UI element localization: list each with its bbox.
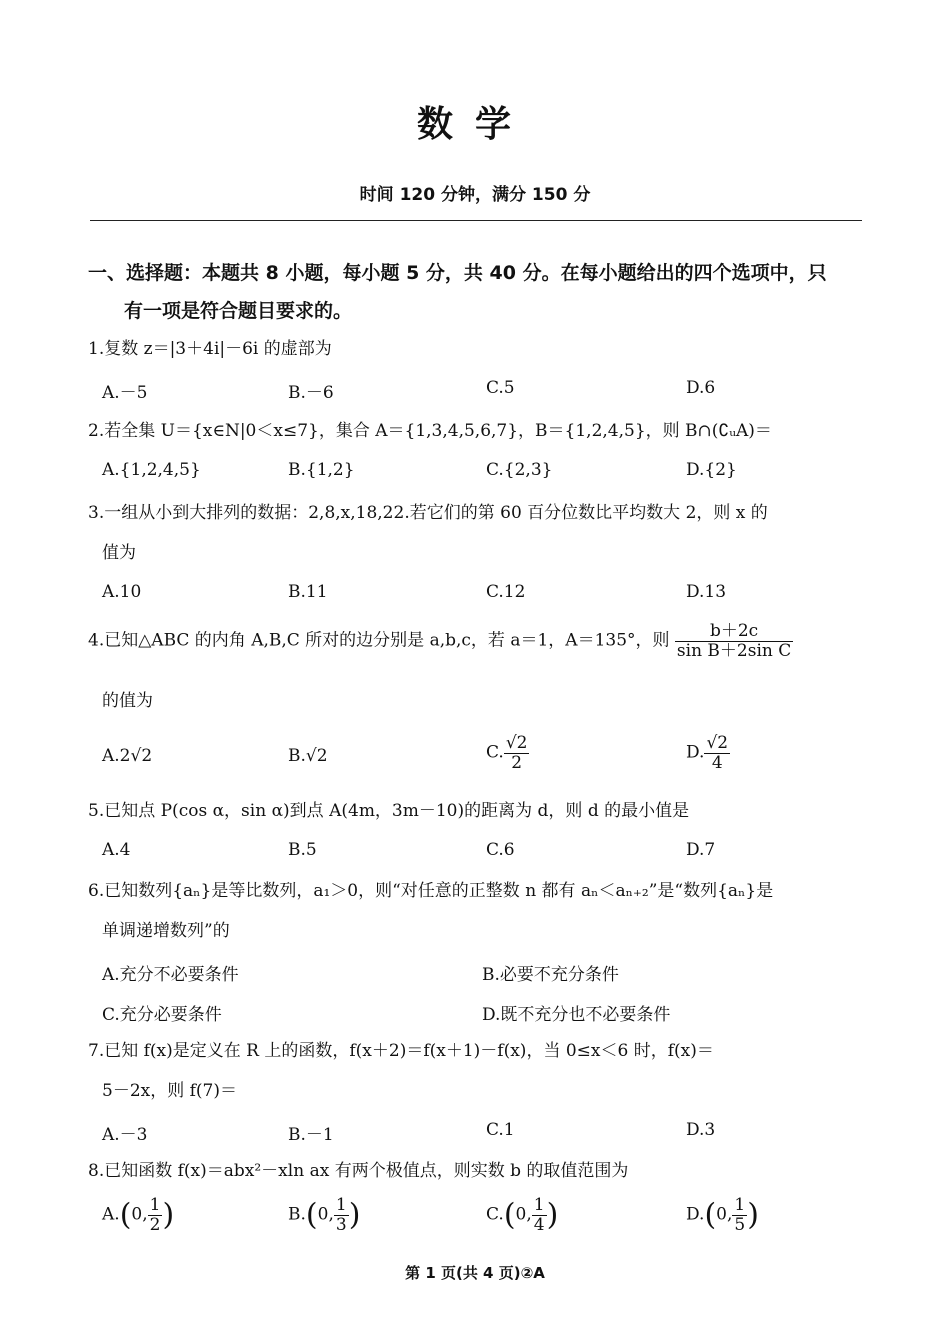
question-3-line2: 值为: [102, 543, 136, 563]
option-a: A.－3: [102, 1125, 148, 1145]
option-c-prefix: C.: [486, 1204, 504, 1225]
option-b: B.√2: [288, 746, 328, 766]
option-b-prefix: B.: [288, 1204, 306, 1225]
question-6-options-row2: [102, 1000, 872, 1030]
option-d-denominator: 4: [711, 752, 723, 773]
option-b: B.－1: [288, 1125, 334, 1145]
question-7-line1: 7.已知 f(x)是定义在 R 上的函数，f(x＋2)＝f(x＋1)－f(x)，当 0≤x＜6 时，f(x)＝: [88, 1041, 714, 1061]
option-b: B.{1,2}: [288, 460, 355, 480]
question-6-options-row1: [102, 960, 872, 990]
option-d: D.(0, $\frac{1}{5}$ ): [686, 1195, 759, 1235]
question-5-stem: 5.已知点 P(cos α，sin α)到点 A(4m，3m－10)的距离为 d，则 d 的最小值是: [88, 801, 690, 821]
page-footer: 第 1 页(共 4 页)②A: [405, 1264, 545, 1282]
option-c: [486, 734, 529, 772]
option-d-denominator: 5: [734, 1214, 746, 1235]
option-d: D.既不充分也不必要条件: [482, 1005, 671, 1025]
option-b: B.(0, $\frac{1}{3}$ ): [288, 1195, 361, 1235]
fraction-numerator: b＋2c: [675, 622, 793, 642]
interval-start: 0,: [515, 1204, 532, 1225]
question-7-options: [102, 1120, 872, 1150]
option-a: A.10: [102, 582, 142, 602]
option-a-denominator: 2: [149, 1214, 161, 1235]
header-divider: [90, 220, 862, 221]
option-d: D.3: [686, 1120, 716, 1140]
question-3-stem: [88, 500, 868, 566]
option-a: A.4: [102, 840, 131, 860]
page-title: 数学: [416, 104, 533, 145]
interval-start: 0,: [317, 1204, 334, 1225]
section-heading-line2: 有一项是符合题目要求的。: [124, 300, 353, 322]
option-b: B.必要不充分条件: [482, 965, 619, 985]
option-d-numerator: √2: [706, 733, 729, 753]
option-a: A.(0, $\frac{1}{2}$ ): [102, 1195, 175, 1235]
option-d-prefix: D.: [686, 1204, 705, 1225]
option-d: D.6: [686, 378, 716, 398]
question-2-options: [102, 460, 872, 490]
option-d: D.{2}: [686, 460, 737, 480]
question-8-stem: 8.已知函数 f(x)＝abx²－xln ax 有两个极值点，则实数 b 的取值范围为: [88, 1161, 629, 1181]
question-8-options: [102, 1196, 872, 1250]
option-c: C.12: [486, 582, 526, 602]
question-3-line1: 3.一组从小到大排列的数据：2,8,x,18,22.若它们的第 60 百分位数比平均数大 2，则 x 的: [88, 503, 768, 523]
question-2-stem: 2.若全集 U＝{x∈N|0＜x≤7}，集合 A＝{1,3,4,5,6,7}，B＝{1,2,4,5}，则 B∩(∁ᵤA)＝: [88, 421, 772, 441]
question-4-line1: 4.已知△ABC 的内角 A,B,C 所对的边分别是 a,b,c，若 a＝1，A＝135°，则: [88, 630, 670, 651]
option-d-numerator: 1: [734, 1195, 746, 1215]
question-7-stem: [88, 1038, 868, 1104]
option-c-prefix: C.: [486, 742, 504, 763]
option-c: C.{2,3}: [486, 460, 553, 480]
option-c: C.(0, $\frac{1}{4}$ ): [486, 1195, 559, 1235]
option-c: C.6: [486, 840, 515, 860]
option-b: B.－6: [288, 383, 334, 403]
option-c-denominator: 4: [533, 1214, 545, 1235]
option-a: A.充分不必要条件: [102, 965, 239, 985]
question-4-stem: [88, 622, 868, 660]
option-c-numerator: 1: [533, 1195, 545, 1215]
option-c-denominator: 2: [511, 752, 523, 773]
question-5-options: [102, 840, 872, 870]
option-d: [686, 734, 730, 772]
question-4-options: [102, 734, 872, 784]
option-b-numerator: 1: [335, 1195, 347, 1215]
option-d: D.7: [686, 840, 716, 860]
option-a: A.{1,2,4,5}: [102, 460, 201, 480]
question-1-options: [102, 378, 872, 408]
option-c: C.1: [486, 1120, 515, 1140]
option-c: C.5: [486, 378, 515, 398]
option-a: A.－5: [102, 383, 148, 403]
option-b: B.11: [288, 582, 328, 602]
question-6-stem: [88, 878, 868, 944]
option-d: D.13: [686, 582, 727, 602]
interval-start: 0,: [716, 1204, 733, 1225]
question-7-line2: 5－2x，则 f(7)＝: [102, 1081, 237, 1101]
exam-info: 时间 120 分钟，满分 150 分: [359, 185, 591, 205]
question-3-options: [102, 582, 872, 612]
question-4-line2: [88, 688, 868, 714]
interval-start: 0,: [131, 1204, 148, 1225]
question-1-stem: 1.复数 z＝|3＋4i|－6i 的虚部为: [88, 339, 332, 359]
question-4-continuation: 的值为: [102, 691, 153, 711]
option-c-numerator: √2: [505, 733, 528, 753]
option-a-prefix: A.: [102, 1204, 120, 1225]
section-heading: [88, 254, 863, 330]
option-a: A.2√2: [102, 746, 153, 766]
question-6-line1: 6.已知数列{aₙ}是等比数列，a₁＞0，则“对任意的正整数 n 都有 aₙ＜aₙ₊₂”是“数列{aₙ}是: [88, 881, 774, 901]
fraction-denominator: sin B＋2sin C: [676, 640, 792, 661]
option-b: B.5: [288, 840, 317, 860]
option-a-numerator: 1: [149, 1195, 161, 1215]
option-b-denominator: 3: [335, 1214, 347, 1235]
section-heading-line1: 一、选择题：本题共 8 小题，每小题 5 分，共 40 分。在每小题给出的四个选项中，只: [88, 262, 827, 284]
option-c: C.充分必要条件: [102, 1005, 222, 1025]
option-d-prefix: D.: [686, 742, 705, 763]
question-4-fraction: [675, 622, 793, 660]
question-6-line2: 单调递增数列”的: [102, 921, 230, 941]
